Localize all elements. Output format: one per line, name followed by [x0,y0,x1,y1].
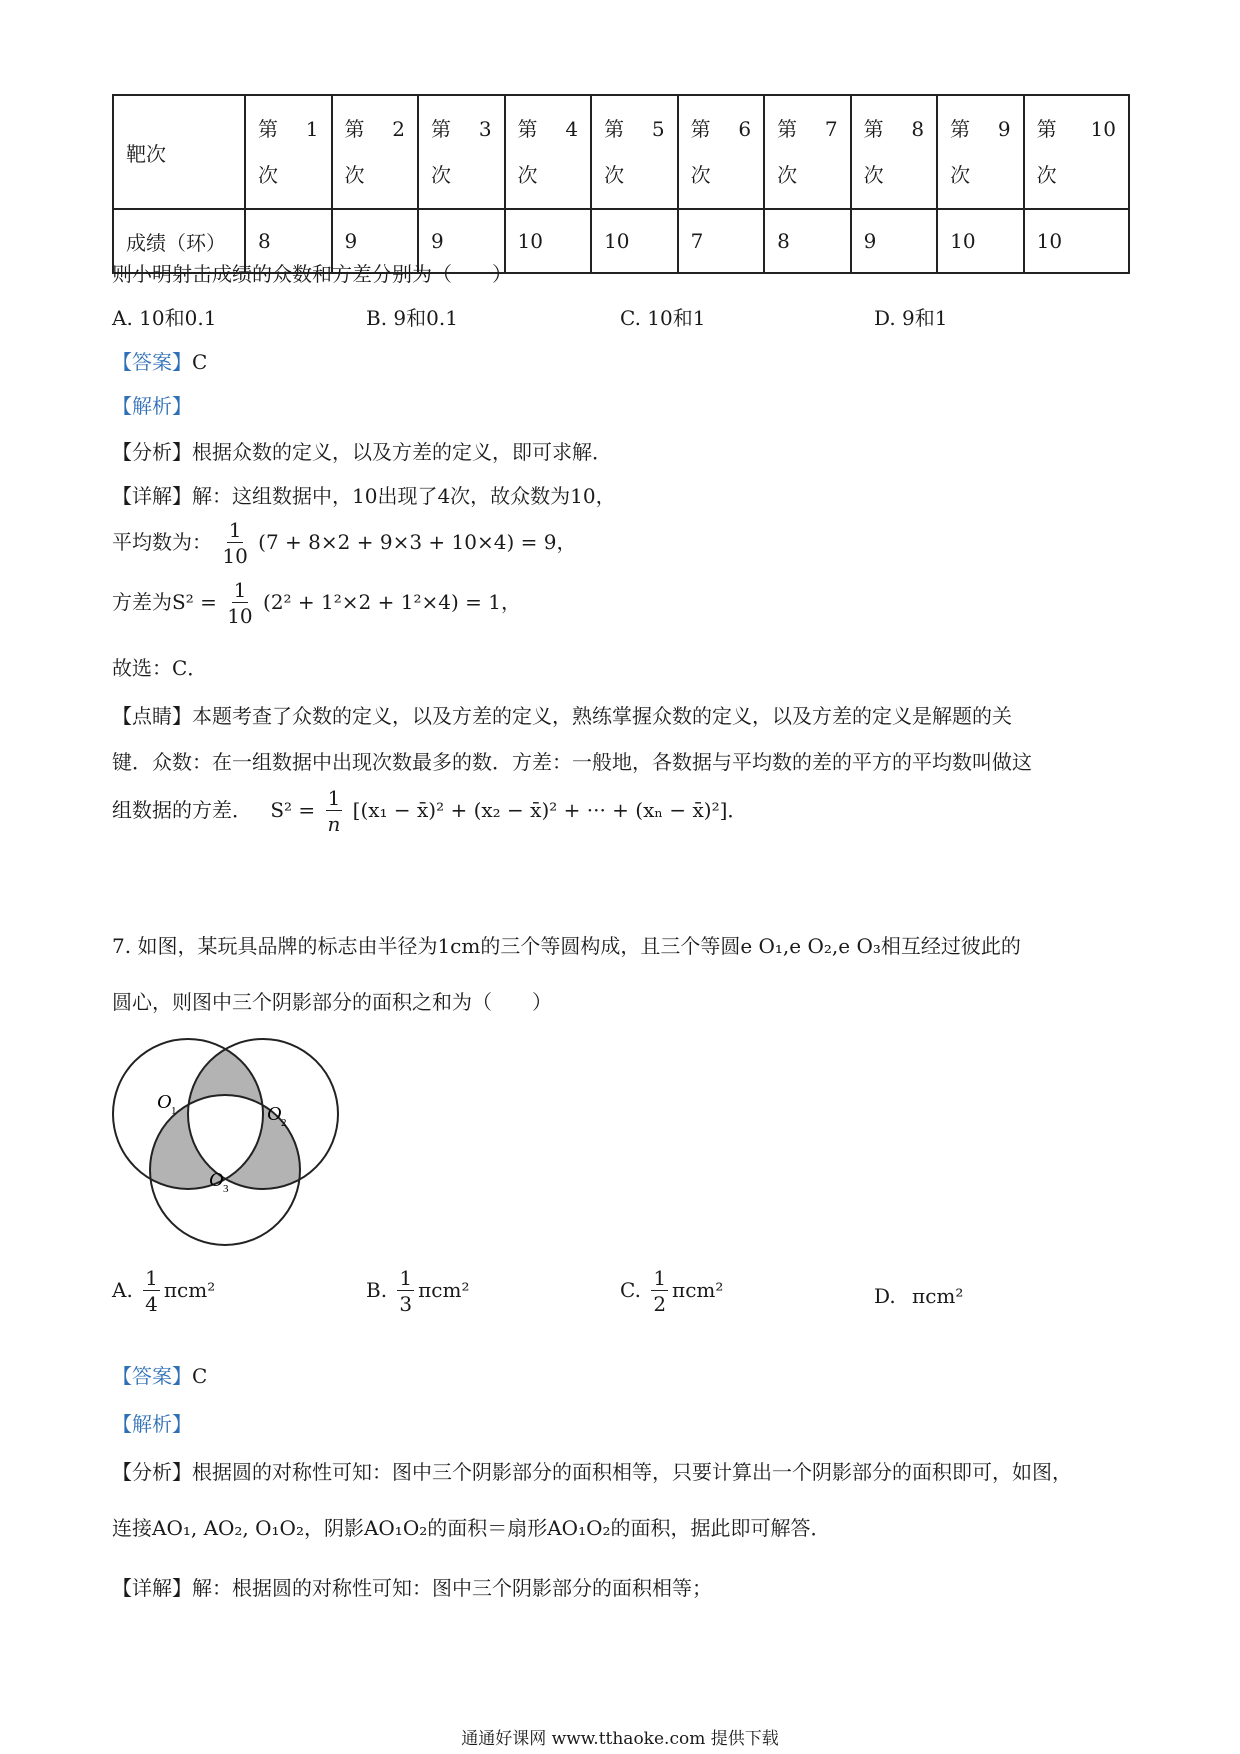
q6-analysis-tag: 【解析】 [112,394,192,418]
variance-expression: (2² + 1²×2 + 1²×4) = 1， [263,590,521,614]
dianjing-text-1: 本题考查了众数的定义，以及方差的定义，熟练掌握众数的定义，以及方差的定义是解题的关 [192,704,1012,728]
q6-dianjing-3 [112,786,747,837]
score-cell: 9 [332,209,419,273]
formula-frac-den: n [327,812,341,836]
q7-option-c-letter: C. [620,1278,641,1302]
shot-cell [591,95,678,209]
q7-option-c [620,1266,723,1317]
shot-cell-suffix: 次 [690,163,711,187]
q7-option-c-unit: πcm² [672,1278,724,1302]
dianjing-tag: 【点睛】 [112,704,192,728]
q6-dianjing-1 [112,700,1012,729]
q7-xiangjie-text: 解：根据圆的对称性可知：图中三个阴影部分的面积相等； [192,1576,712,1600]
q6-mean-line [112,518,576,569]
shot-cell [418,95,505,209]
formula-rhs: [(x₁ − x̄)² + (x₂ − x̄)² + ··· + (xₙ − x̄)²]． [352,798,748,822]
q6-option-d: D. 9和1 [874,306,948,330]
shot-cell-number: 1 [305,117,319,141]
label-o1-sub: 1 [171,1105,177,1117]
q7-option-a-letter: A. [112,1278,133,1302]
shot-cell-suffix: 次 [258,163,278,187]
q6-answer [112,346,207,375]
q7-xiangjie-tag: 【详解】 [112,1576,192,1600]
score-cell: 10 [591,209,678,273]
shot-cell-prefix: 第 [344,117,365,141]
mean-prefix: 平均数为： [112,530,212,554]
q6-choose: 故选：C． [112,656,208,680]
dianjing-text-3: 组数据的方差． [112,798,252,822]
shot-cell-suffix: 次 [777,163,798,187]
q7-answer-value: C [192,1364,208,1388]
label-o3-sub: 3 [223,1183,229,1195]
q7-option-c-den: 2 [653,1292,667,1316]
q6-dianjing-2: 键．众数：在一组数据中出现次数最多的数．方差：一般地，各数据与平均数的差的平方的平均数叫做这 [112,750,1032,774]
q7-option-a [112,1266,215,1317]
q6-fenxi [112,436,612,465]
variance-prefix: 方差为S² = [112,590,217,614]
q7-option-b-num: 1 [399,1266,413,1290]
q7-option-b-fraction [397,1266,414,1317]
shot-cell-suffix: 次 [950,163,971,187]
shot-cell-number: 3 [478,117,492,141]
formula-lhs: S² = [270,798,316,822]
page-footer: 通通好课网 www.tthaoke.com 提供下载 [461,1729,779,1749]
shot-cell-suffix: 次 [517,163,538,187]
shot-cell-suffix: 次 [344,163,365,187]
shot-cell-suffix: 次 [431,163,452,187]
variance-frac-num: 1 [233,578,247,602]
row-header-score: 成绩（环） [113,209,245,273]
shot-cell-number: 7 [824,117,838,141]
shot-cell-suffix: 次 [1036,163,1057,187]
shot-cell-number: 9 [997,117,1011,141]
shot-cell [764,95,851,209]
fenxi-text: 根据众数的定义，以及方差的定义，即可求解． [192,440,612,464]
q7-answer [112,1360,207,1389]
q6-option-b: B. 9和0.1 [366,306,458,330]
q6-stem: 则小明射击成绩的众数和方差分别为（ ） [112,262,512,286]
shot-cell-prefix: 第 [690,117,711,141]
q7-stem-1: 7. 如图，某玩具品牌的标志由半径为1cm的三个等圆构成，且三个等圆e O₁,e O₂,e O₃相互经过彼此的 [112,934,1021,958]
shot-cell-number: 10 [1090,117,1116,141]
score-cell: 9 [851,209,938,273]
score-cell: 8 [764,209,851,273]
q7-option-c-num: 1 [653,1266,667,1290]
label-o1: O [157,1091,172,1113]
score-cell: 10 [505,209,592,273]
shot-cell-number: 5 [651,117,665,141]
shot-cell [937,95,1024,209]
q7-option-a-unit: πcm² [163,1278,216,1302]
row-header-shot: 靶次 [113,95,245,209]
label-o3: O [209,1169,224,1191]
q7-answer-tag: 【答案】 [112,1364,192,1388]
variance-frac-den: 10 [227,604,253,628]
shot-cell-prefix: 第 [258,117,278,141]
shot-cell-number: 8 [911,117,925,141]
variance-fraction [227,578,252,629]
shot-cell-number: 4 [565,117,579,141]
shot-cell-prefix: 第 [777,117,798,141]
shot-cell [1024,95,1129,209]
shot-cell [332,95,419,209]
formula-fraction [326,786,343,837]
label-o2-sub: 2 [281,1117,287,1129]
three-circles-figure [105,1030,355,1250]
shot-cell [505,95,592,209]
shot-cell-number: 2 [392,117,406,141]
q7-option-a-den: 4 [145,1292,158,1316]
q7-option-b [366,1266,469,1317]
q7-option-b-den: 3 [399,1292,413,1316]
formula-frac-num: 1 [327,786,341,810]
score-cell: 10 [1024,209,1129,273]
fenxi-tag: 【分析】 [112,440,192,464]
q7-option-d [874,1284,963,1308]
shot-cell-prefix: 第 [863,117,884,141]
q7-option-b-unit: πcm² [418,1278,470,1302]
mean-frac-den: 10 [222,544,248,568]
q7-fenxi-2: 连接AO₁, AO₂, O₁O₂，阴影AO₁O₂的面积＝扇形AO₁O₂的面积，据此即可解答． [112,1516,831,1540]
shot-cell [851,95,938,209]
score-cell: 7 [678,209,765,273]
q7-option-d-unit: πcm² [912,1284,964,1308]
shot-cell-prefix: 第 [431,117,452,141]
score-cell: 9 [418,209,505,273]
shot-cell-prefix: 第 [517,117,538,141]
answer-value: C [192,350,208,374]
shot-cell-number: 6 [738,117,752,141]
mean-fraction [222,518,247,569]
q6-variance-line [112,578,521,629]
q7-fenxi-tag: 【分析】 [112,1460,192,1484]
score-cell: 10 [937,209,1024,273]
q7-option-b-letter: B. [366,1278,388,1302]
answer-tag: 【答案】 [112,350,192,374]
shot-cell-prefix: 第 [1036,117,1057,141]
xiangjie-tag: 【详解】 [112,484,192,508]
q7-option-a-num: 1 [145,1266,158,1290]
q7-fenxi-1 [112,1456,1072,1485]
q7-option-c-fraction [651,1266,668,1317]
shot-cell-prefix: 第 [950,117,971,141]
q7-stem-2: 圆心，则图中三个阴影部分的面积之和为（ ） [112,990,552,1014]
score-cell: 8 [245,209,332,273]
shot-row [113,95,1129,209]
mean-frac-num: 1 [228,518,242,542]
mean-expression: (7 + 8×2 + 9×3 + 10×4) = 9， [258,530,577,554]
q7-xiangjie [112,1572,712,1601]
shot-cell [245,95,332,209]
xiangjie-text: 解：这组数据中，10出现了4次，故众数为10， [192,484,616,508]
q6-option-a: A. 10和0.1 [112,306,217,330]
shot-cell-suffix: 次 [604,163,625,187]
q6-option-c: C. 10和1 [620,306,706,330]
label-o2: O [267,1103,282,1125]
shot-cell [678,95,765,209]
q7-option-d-letter: D. [874,1284,896,1308]
q6-xiangjie [112,480,616,509]
q7-option-a-fraction [143,1266,160,1317]
q7-analysis-tag: 【解析】 [112,1412,192,1436]
score-table [112,94,1130,274]
q7-fenxi-text-1: 根据圆的对称性可知：图中三个阴影部分的面积相等，只要计算出一个阴影部分的面积即可，如图， [192,1460,1072,1484]
shot-cell-suffix: 次 [863,163,884,187]
shot-cell-prefix: 第 [604,117,625,141]
